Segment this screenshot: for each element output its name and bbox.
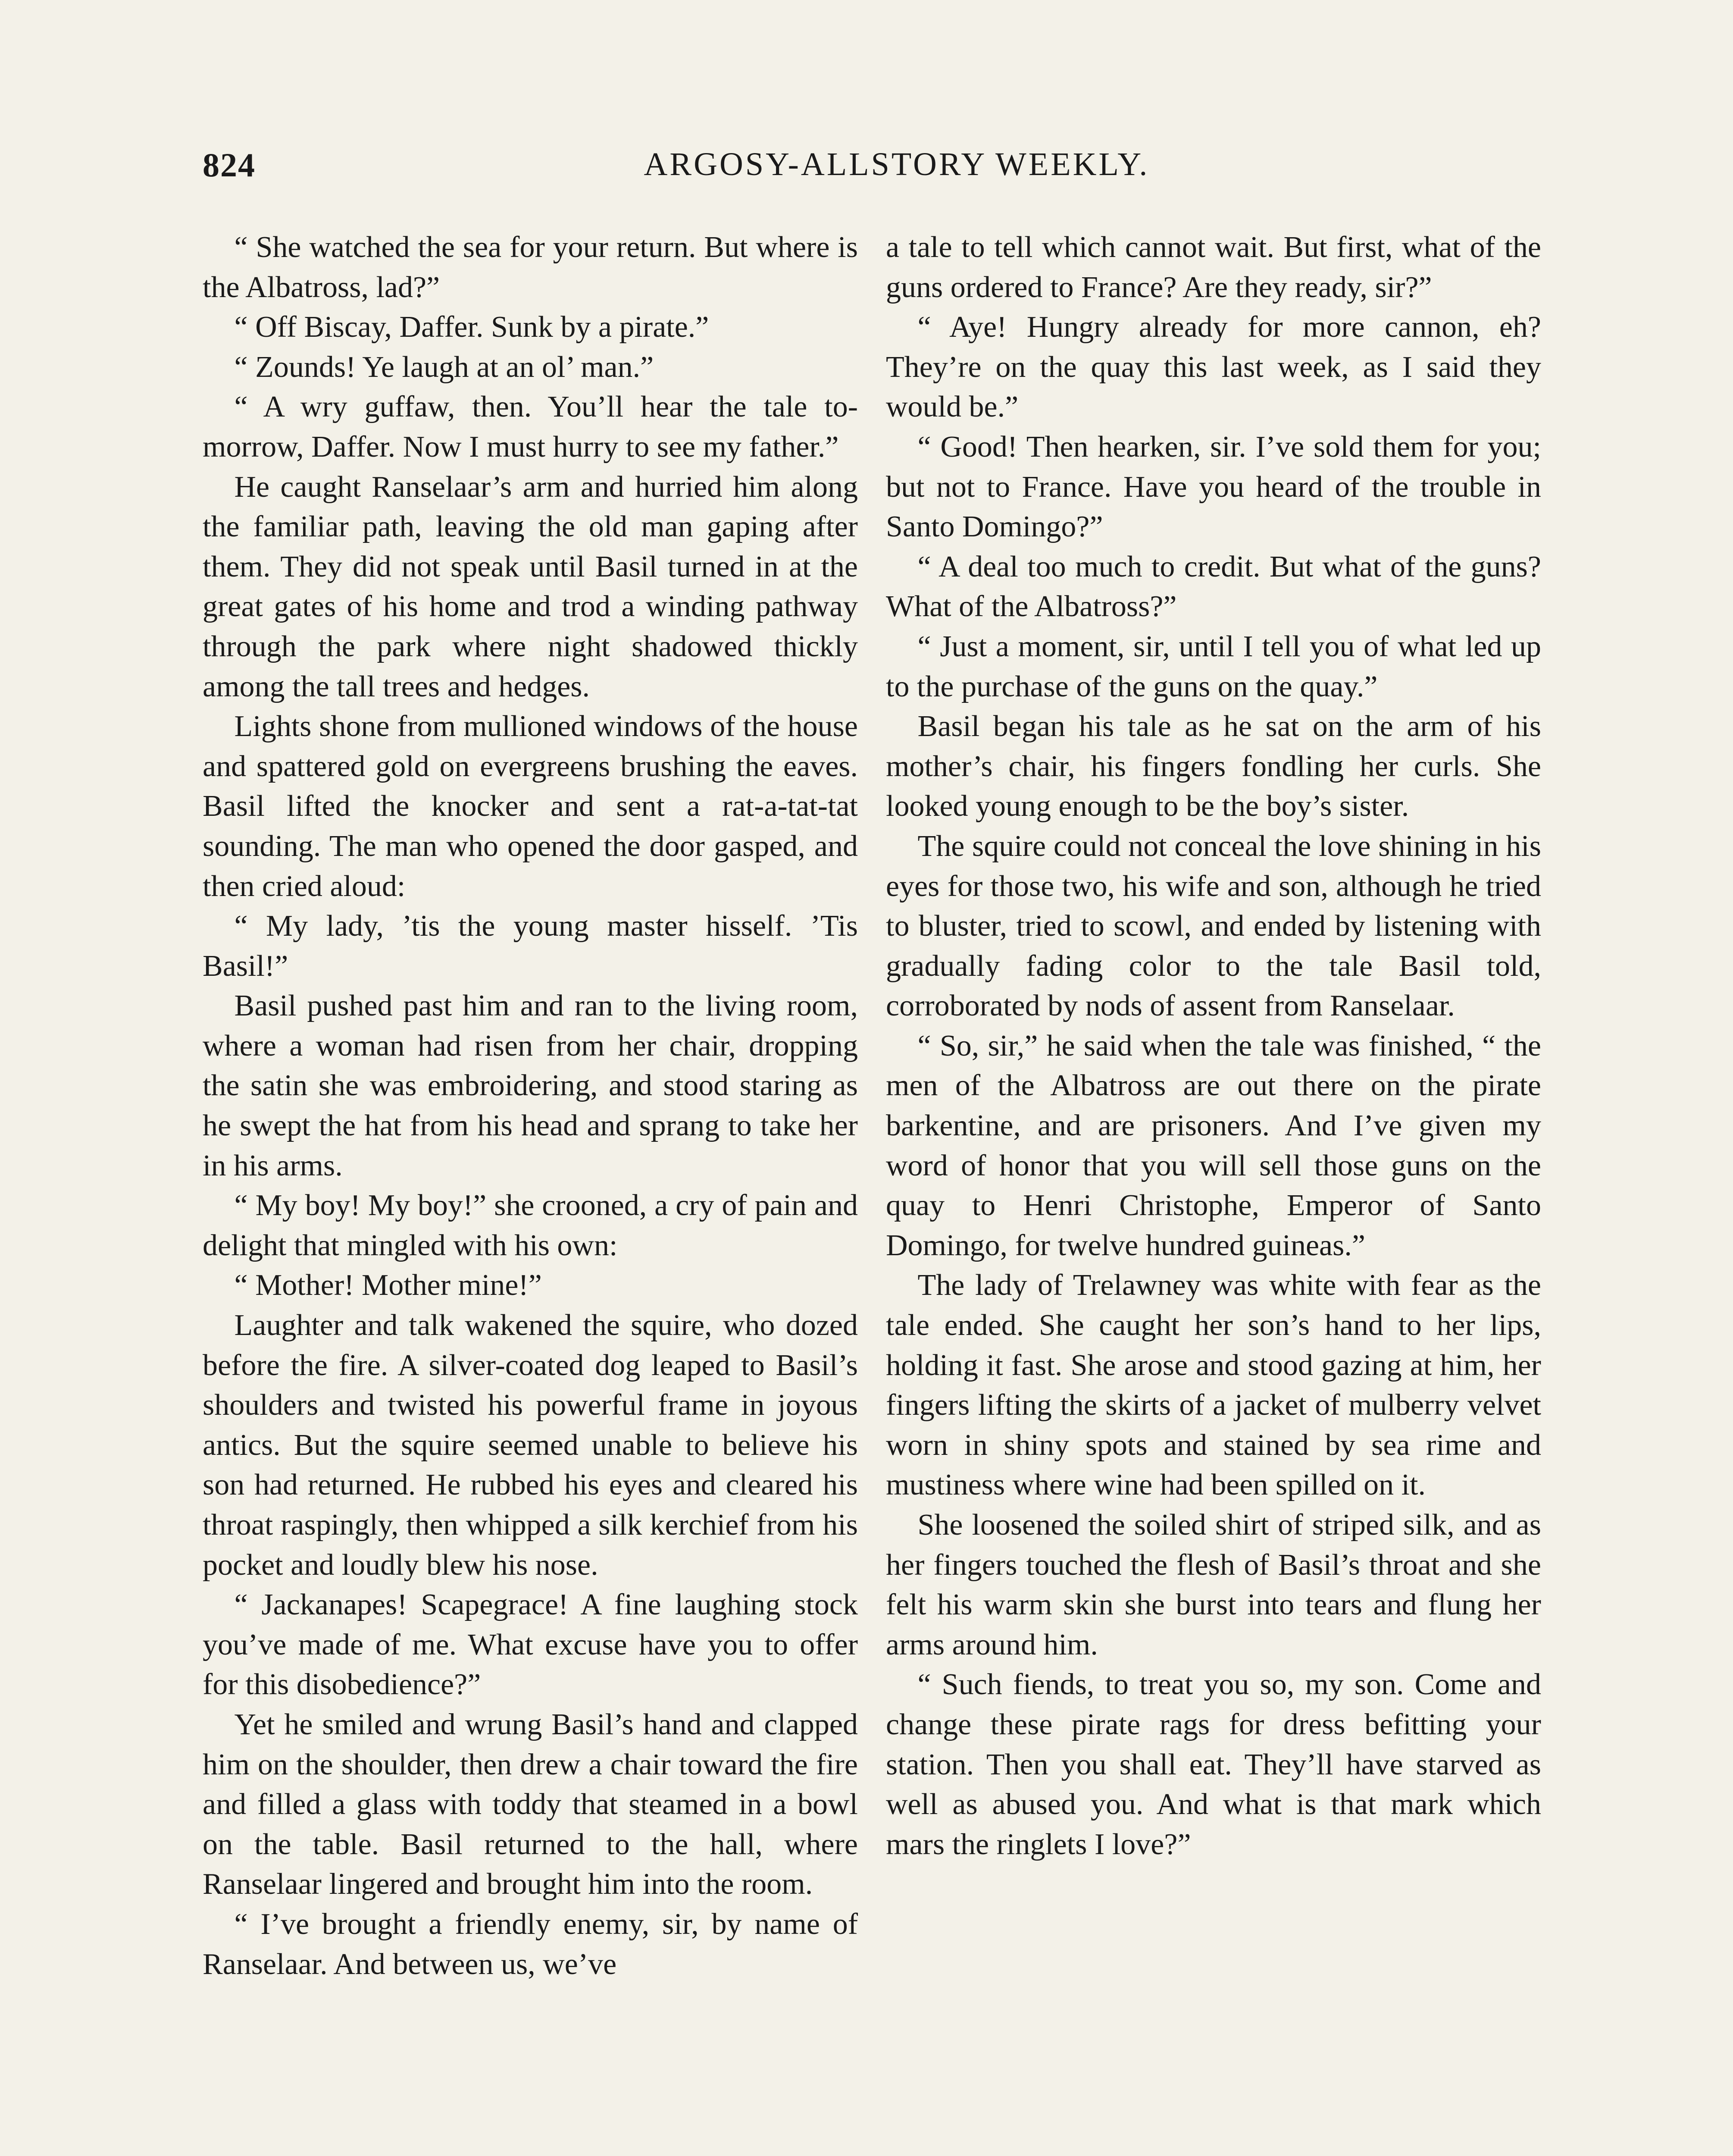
left-text-column — [203, 228, 858, 1984]
paragraph: “ A deal too much to credit. But what of the guns? What of the Albatross?” — [886, 550, 1541, 624]
paragraph: “ So, sir,” he said when the tale was finished, “ the men of the Albatross are out there on the pirate barkentine, and are prisoners. And I’ve given my word of honor that you will sell those guns on the quay to Henri Christophe, Emperor of Santo Domingo, for twelve hundred guineas.” — [886, 1029, 1541, 1262]
running-head — [203, 146, 1539, 197]
paragraph: She loosened the soiled shirt of striped silk, and as her fingers touched the flesh of Basil’s throat and she felt his warm skin she burst into tears and flung her arms around him. — [886, 1508, 1541, 1661]
paragraph: Lights shone from mullioned windows of the house and spattered gold on evergreens brushing the eaves. Basil lifted the knocker and sent a rat-a-tat-tat sounding. The man who opened the door gasped, and then cried aloud: — [203, 710, 858, 903]
paragraph: “ I’ve brought a friendly enemy, sir, by name of Ranselaar. And between us, we’ve — [203, 1907, 858, 1981]
paragraph: “ A wry guffaw, then. You’ll hear the tale to-morrow, Daffer. Now I must hurry to see my father.” — [203, 390, 858, 464]
magazine-title: ARGOSY-ALLSTORY WEEKLY. — [644, 146, 1150, 182]
paragraph: “ Just a moment, sir, until I tell you of what led up to the purchase of the guns on the quay.” — [886, 630, 1541, 703]
paragraph: “ Off Biscay, Daffer. Sunk by a pirate.” — [234, 310, 709, 344]
paragraph: “ Aye! Hungry already for more cannon, eh? They’re on the quay this last week, as I said they would be.” — [886, 310, 1541, 424]
paragraph: Basil pushed past him and ran to the living room, where a woman had risen from her chair, dropping the satin she was embroidering, and stood staring as he swept the hat from his head and sprang to take her in his arms. — [203, 989, 858, 1182]
paragraph: “ Zounds! Ye laugh at an ol’ man.” — [234, 350, 654, 384]
paragraph: “ Jackanapes! Scapegrace! A fine laughing stock you’ve made of me. What excuse have you to offer for this disobedience?” — [203, 1588, 858, 1702]
paragraph: He caught Ranselaar’s arm and hurried him along the familiar path, leaving the old man gaping after them. They did not speak until Basil turned in at the great gates of his home and trod a winding pathway through the park where night shadowed thickly among the tall trees and hedges. — [203, 470, 858, 703]
paragraph: Yet he smiled and wrung Basil’s hand and clapped him on the shoulder, then drew a chair toward the fire and filled a glass with toddy that steamed in a bowl on the table. Basil returned to the hall, where Ranselaar lingered and brought him into the room. — [203, 1708, 858, 1901]
paragraph: “ Mother! Mother mine!” — [234, 1269, 542, 1302]
paragraph: Laughter and talk wakened the squire, who dozed before the fire. A silver-coated dog leaped to Basil’s shoulders and twisted his powerful frame in joyous antics. But the squire seemed unable to believe his son had returned. He rubbed his eyes and cleared his throat raspingly, then whipped a silk kerchief from his pocket and loudly blew his nose. — [203, 1309, 858, 1582]
paragraph: “ She watched the sea for your return. But where is the Albatross, lad?” — [203, 231, 858, 304]
paragraph: “ Good! Then hearken, sir. I’ve sold them for you; but not to France. Have you heard of the trouble in Santo Domingo?” — [886, 430, 1541, 544]
paragraph: The lady of Trelawney was white with fear as the tale ended. She caught her son’s hand to her lips, holding it fast. She arose and stood gazing at him, her fingers lifting the skirts of a jacket of mulberry velvet worn in shiny spots and stained by sea rime and mustiness where wine had been spilled on it. — [886, 1269, 1541, 1502]
paragraph: Basil began his tale as he sat on the arm of his mother’s chair, his fingers fondling her curls. She looked young enough to be the boy’s sister. — [886, 710, 1541, 823]
page-number: 824 — [203, 146, 256, 184]
paragraph: “ My lady, ’tis the young master hisself. ’Tis Basil!” — [203, 909, 858, 983]
right-text-column — [886, 228, 1541, 1865]
paragraph-continued: a tale to tell which cannot wait. But first, what of the guns ordered to France? Are they ready, sir?” — [886, 231, 1541, 304]
paragraph: “ Such fiends, to treat you so, my son. Come and change these pirate rags for dress befitting your station. Then you shall eat. They’ll have starved as well as abused you. And what is that mark which mars the ringlets I love?” — [886, 1668, 1541, 1861]
paragraph: “ My boy! My boy!” she crooned, a cry of pain and delight that mingled with his own: — [203, 1189, 858, 1262]
paragraph: The squire could not conceal the love shining in his eyes for those two, his wife and son, although he tried to bluster, tried to scowl, and ended by listening with gradually fading color to the tale Basil told, corroborated by nods of assent from Ranselaar. — [886, 829, 1541, 1023]
